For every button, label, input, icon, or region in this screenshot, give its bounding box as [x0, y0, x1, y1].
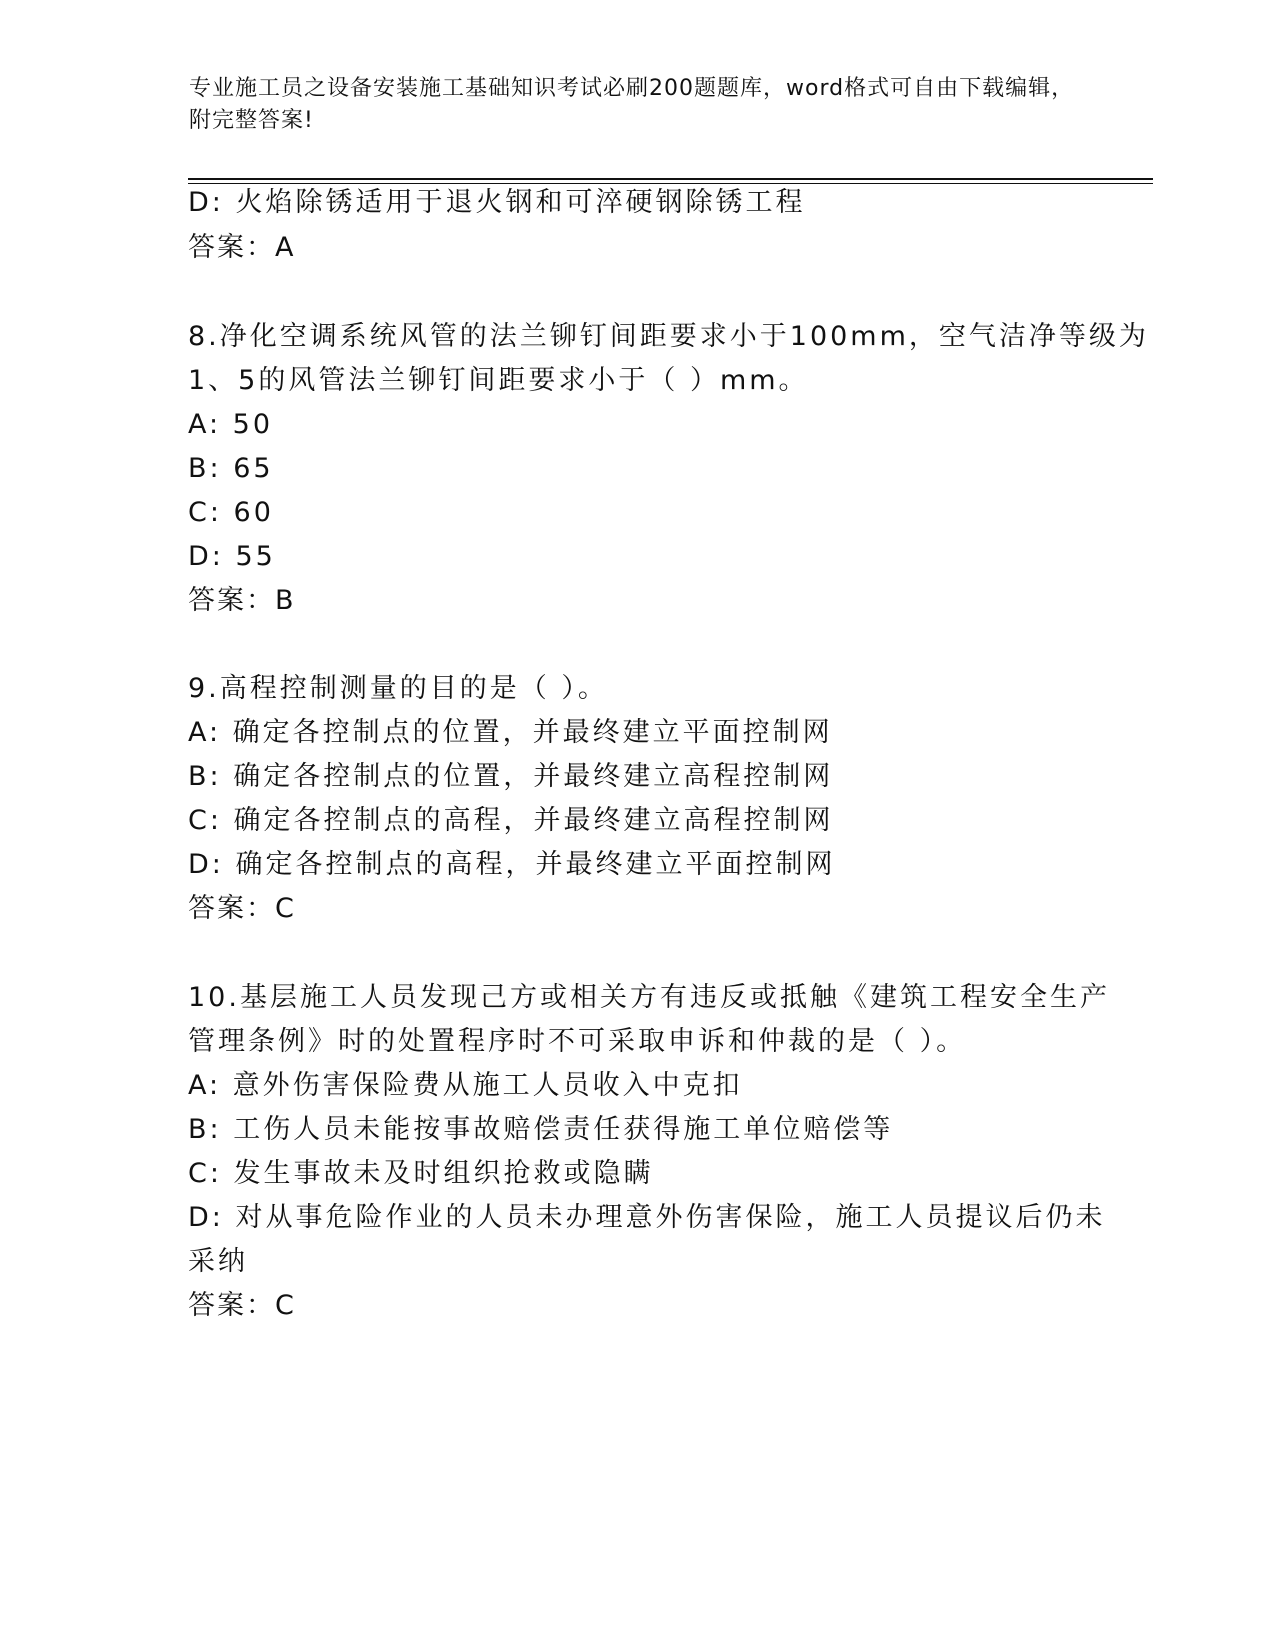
q7-option-d: D: 火焰除锈适用于退火钢和可淬硬钢除锈工程	[188, 187, 806, 218]
q9-option-b: B: 确定各控制点的位置，并最终建立高程控制网	[188, 761, 834, 792]
q8-option-c: C: 60	[188, 497, 274, 528]
q9-option-a: A: 确定各控制点的位置，并最终建立平面控制网	[188, 717, 833, 748]
q7-answer: 答案：A	[188, 232, 296, 263]
q10-option-a: A: 意外伤害保险费从施工人员收入中克扣	[188, 1070, 743, 1101]
q8-option-d: D: 55	[188, 541, 276, 572]
q9-option-c: C: 确定各控制点的高程，并最终建立高程控制网	[188, 805, 834, 836]
q10-stem-line2: 管理条例》时的处置程序时不可采取申诉和仲裁的是（ ）。	[188, 1026, 967, 1057]
document-header: 专业施工员之设备安装施工基础知识考试必刷200题题库，word格式可自由下载编辑，附完整答案!	[189, 76, 1075, 133]
q10-option-d-line2: 采纳	[188, 1246, 248, 1277]
q10-option-d-line1: D: 对从事危险作业的人员未办理意外伤害保险，施工人员提议后仍未	[188, 1202, 1106, 1233]
q9-stem: 9.高程控制测量的目的是（ ）。	[188, 673, 608, 704]
q10-option-c: C: 发生事故未及时组织抢救或隐瞒	[188, 1158, 654, 1189]
q10-answer: 答案：C	[188, 1290, 296, 1321]
q8-option-a: A: 50	[188, 409, 274, 440]
q8-stem-line1: 8.净化空调系统风管的法兰铆钉间距要求小于100mm，空气洁净等级为	[188, 321, 1149, 352]
q10-stem-line1: 10.基层施工人员发现己方或相关方有违反或抵触《建筑工程安全生产	[188, 982, 1110, 1013]
q8-stem-line2: 1、5的风管法兰铆钉间距要求小于（ ）mm。	[188, 365, 809, 396]
q8-answer: 答案：B	[188, 585, 296, 616]
q10-option-b: B: 工伤人员未能按事故赔偿责任获得施工单位赔偿等	[188, 1114, 894, 1145]
q8-option-b: B: 65	[188, 453, 274, 484]
q9-option-d: D: 确定各控制点的高程，并最终建立平面控制网	[188, 849, 836, 880]
q9-answer: 答案：C	[188, 893, 296, 924]
